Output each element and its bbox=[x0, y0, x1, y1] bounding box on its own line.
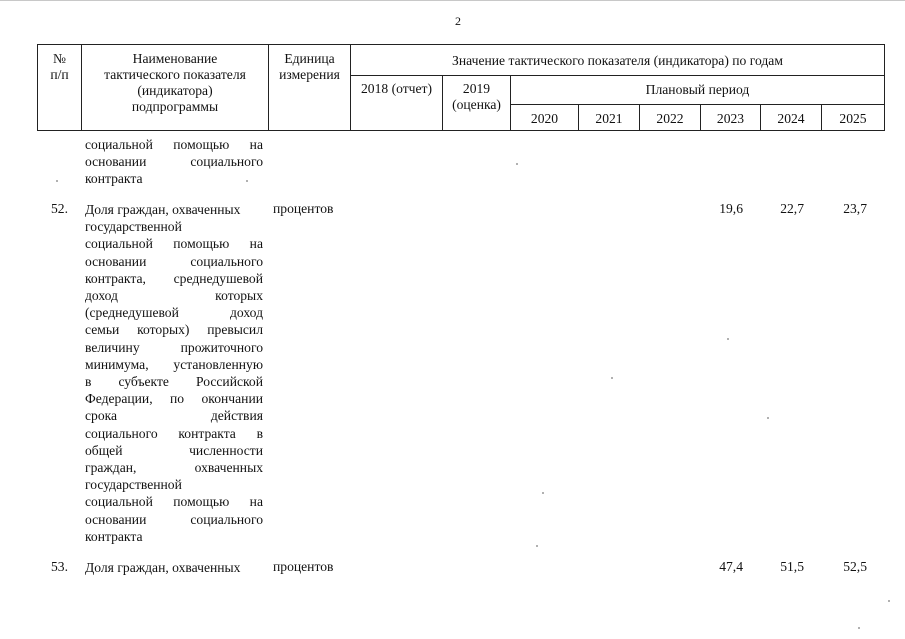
header-values: Значение тактического показателя (индикатора) по годам bbox=[452, 53, 783, 68]
row-number: 53. bbox=[51, 559, 68, 574]
description-line: доход которых bbox=[85, 288, 263, 304]
description-line: социального контракта в bbox=[85, 425, 263, 441]
description-line: срока действия bbox=[85, 408, 263, 424]
header-number: № п/п bbox=[50, 51, 69, 82]
header-2019: 2019 (оценка) bbox=[452, 81, 501, 112]
header-year-2024: 2024 bbox=[777, 111, 805, 126]
description-line: величину прожиточного bbox=[85, 339, 263, 355]
header-2018: 2018 (отчет) bbox=[360, 81, 432, 96]
value-2023: 19,6 bbox=[719, 201, 743, 216]
description-line: социальной помощью на bbox=[85, 494, 263, 510]
header-year-2022: 2022 bbox=[656, 111, 684, 126]
description-line: минимума, установленную bbox=[85, 356, 263, 372]
description-line: контракта, среднедушевой bbox=[85, 270, 263, 286]
header-planned-period: Плановый период bbox=[645, 82, 750, 97]
description-line: общей численности bbox=[85, 442, 263, 458]
scan-edge bbox=[0, 0, 905, 1]
description-line: основании социального bbox=[85, 253, 263, 269]
value-2023: 47,4 bbox=[719, 559, 743, 574]
value-2025: 52,5 bbox=[843, 559, 867, 574]
row-unit: процентов bbox=[273, 559, 334, 574]
row-description bbox=[85, 559, 263, 576]
header-year-2025: 2025 bbox=[839, 111, 867, 126]
page-number: 2 bbox=[455, 14, 461, 28]
header-year-2020: 2020 bbox=[530, 111, 559, 126]
description-line: семьи которых) превысил bbox=[85, 322, 263, 338]
continuation-line: контракта bbox=[85, 171, 143, 187]
description-line: государственной bbox=[85, 219, 182, 235]
value-2024: 51,5 bbox=[780, 559, 804, 574]
description-line: государственной bbox=[85, 477, 182, 493]
description-line: контракта bbox=[85, 528, 143, 544]
value-2025: 23,7 bbox=[843, 201, 867, 216]
header-year-2023: 2023 bbox=[716, 111, 745, 126]
row-description bbox=[85, 201, 263, 545]
header-unit: Единица измерения bbox=[279, 51, 340, 82]
row-unit: процентов bbox=[273, 201, 334, 216]
description-line: (среднедушевой доход bbox=[85, 305, 263, 321]
continuation-line: социальной помощью на bbox=[85, 137, 263, 152]
description-line: Доля граждан, охваченных bbox=[85, 202, 241, 217]
description-line: основании социального bbox=[85, 511, 263, 527]
description-line: в субъекте Российской bbox=[85, 374, 263, 390]
value-2024: 22,7 bbox=[780, 201, 804, 216]
description-line: социальной помощью на bbox=[85, 236, 263, 252]
row-number: 52. bbox=[51, 201, 68, 216]
description-line: Доля граждан, охваченных bbox=[85, 560, 241, 575]
header-name: Наименование тактического показателя (индикатора) подпрограммы bbox=[104, 51, 246, 114]
description-line: Федерации, по окончании bbox=[85, 391, 263, 407]
continuation-line: основании социального bbox=[85, 154, 263, 170]
header-year-2021: 2021 bbox=[595, 111, 623, 126]
continuation-description bbox=[85, 136, 263, 188]
description-line: граждан, охваченных bbox=[85, 460, 263, 476]
